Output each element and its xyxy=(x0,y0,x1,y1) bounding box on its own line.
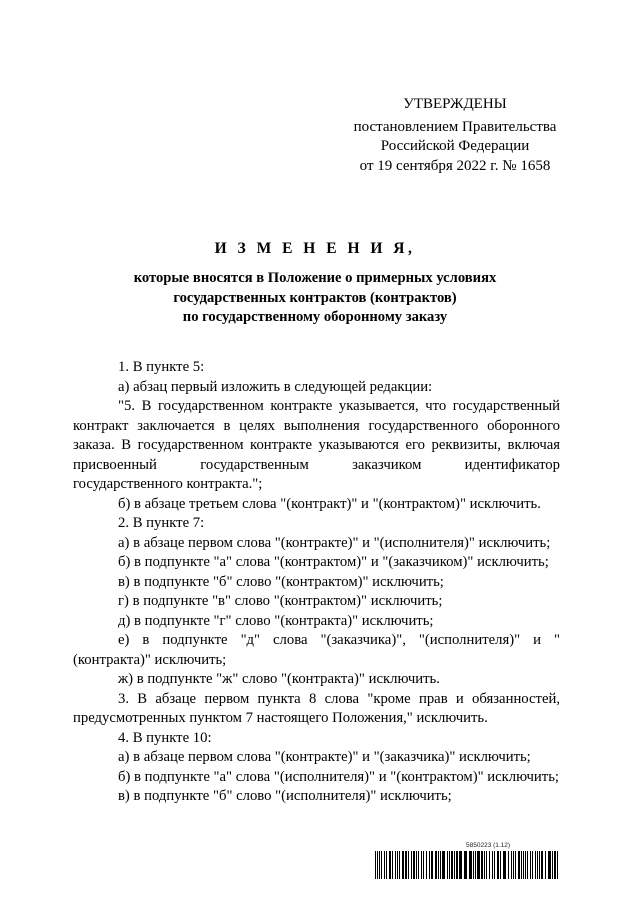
document-heading xyxy=(70,240,560,328)
paragraph: б) в абзаце третьем слова "(контракт)" и "(контрактом)" исключить. xyxy=(118,495,541,512)
barcode-icon xyxy=(375,851,561,879)
heading-title: И З М Е Н Е Н И Я, xyxy=(214,240,416,257)
paragraph: 1. В пункте 5: xyxy=(118,359,205,375)
paragraph: г) в подпункте "в" слово "(контрактом)" исключить; xyxy=(118,593,443,609)
paragraph: е) в подпункте "д" слова "(заказчика)", "(исполнителя)" и "(контракта)" исключить; xyxy=(73,632,560,668)
document-code: 5850223 (1.12) xyxy=(466,842,511,849)
paragraph: а) в абзаце первом слова "(контракте)" и "(заказчика)" исключить; xyxy=(118,749,531,765)
approval-line: Российской Федерации xyxy=(380,138,530,154)
document-body xyxy=(73,358,560,807)
heading-subtitle-line: которые вносятся в Положение о примерных условиях xyxy=(133,270,497,286)
heading-subtitle-line: по государственному оборонному заказу xyxy=(182,309,448,325)
paragraph: в) в подпункте "б" слово "(исполнителя)" исключить; xyxy=(118,788,452,804)
paragraph: ж) в подпункте "ж" слово "(контракта)" исключить. xyxy=(118,671,440,687)
paragraph: 4. В пункте 10: xyxy=(118,729,212,746)
paragraph: 3. В абзаце первом пункта 8 слова "кроме прав и обязанностей, предусмотренных пунктом 7 настоящего Положения," исключить. xyxy=(73,690,560,726)
approval-date-number: от 19 сентября 2022 г. № 1658 xyxy=(359,157,551,174)
approval-title: УТВЕРЖДЕНЫ xyxy=(403,96,507,112)
paragraph: в) в подпункте "б" слово "(контрактом)" исключить; xyxy=(118,573,444,590)
paragraph: а) в абзаце первом слова "(контракте)" и "(исполнителя)" исключить; xyxy=(118,534,551,551)
approval-line: постановлением Правительства xyxy=(353,118,557,135)
paragraph: государственного контракта."; xyxy=(73,476,263,492)
paragraph: б) в подпункте "а" слова "(исполнителя)" и "(контрактом)" исключить; xyxy=(118,768,559,785)
approval-stamp xyxy=(340,95,570,176)
paragraph: 2. В пункте 7: xyxy=(118,515,205,531)
paragraph: д) в подпункте "г" слово "(контракта)" исключить; xyxy=(118,612,434,629)
heading-subtitle-line: государственных контрактов (контрактов) xyxy=(173,289,457,306)
paragraph: а) абзац первый изложить в следующей редакции: xyxy=(118,378,433,395)
heading-subtitle xyxy=(70,269,560,328)
paragraph: б) в подпункте "а" слова "(контрактом)" и "(заказчиком)" исключить; xyxy=(118,554,549,570)
paragraph: "5. В государственном контракте указывается, что государственный контракт заключается в целях выполнения государственного оборонного заказа. В государственном контракте указываются его реквизиты, включая присвоенный государственным заказчиком идентификатор xyxy=(73,398,560,473)
